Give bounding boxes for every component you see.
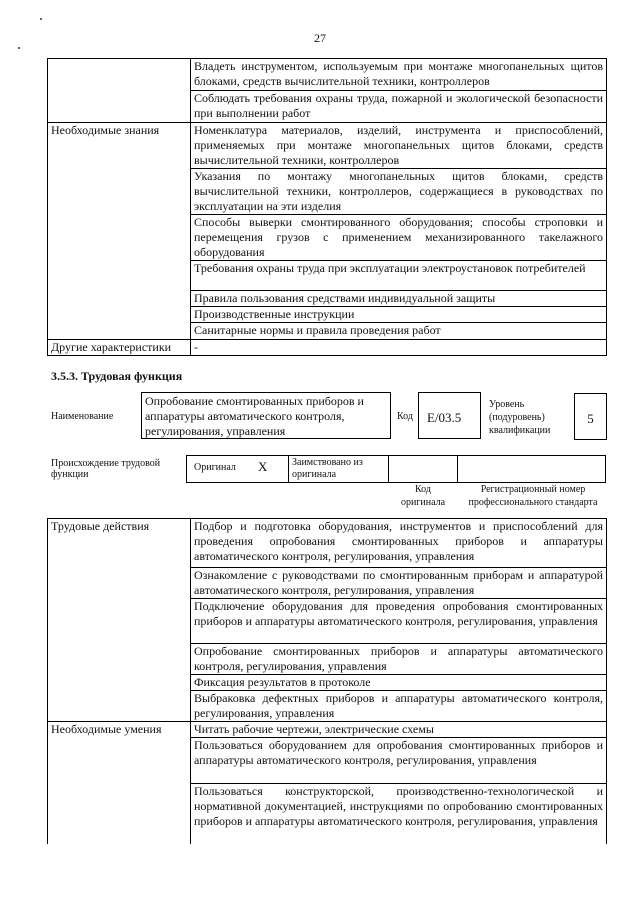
table-cell: Указания по монтажу многопанельных щитов блоками, средств вычислительной техники, контроллеров, содержащиеся в руководствах по эксплуатации на эти изделия (191, 169, 607, 215)
level-label: Уровень (подуровень) квалификации (489, 399, 551, 436)
table-cell: Ознакомление с руководствами по смонтированным приборам и аппаратурой автоматического контроля, регулирования, управления (191, 568, 607, 599)
level-value: 5 (587, 411, 594, 426)
code-box (418, 392, 481, 439)
table-cell: Читать рабочие чертежи, электрические схемы (191, 722, 607, 738)
table-cell: Опробование смонтированных приборов и аппаратуры автоматического контроля, регулирования, управления (191, 644, 607, 675)
origin-label: Происхождение трудовой функции (51, 458, 161, 480)
section-title: 3.5.3. Трудовая функция (51, 369, 183, 383)
origin-divider (457, 455, 458, 483)
page-number: 27 (314, 31, 326, 45)
reg-caption: Регистрационный номер профессионального стандарта (468, 484, 598, 508)
table-row-label-actions: Трудовые действия (48, 519, 191, 722)
table-cell: Санитарные нормы и правила проведения работ (191, 323, 607, 340)
table-cell: - (191, 340, 607, 356)
table-cell: Владеть инструментом, используемым при монтаже многопанельных щитов блоками, средств вычислительной техники, контроллеров (191, 59, 607, 91)
table-cell: Требования охраны труда при эксплуатации электроустановок потребителей (191, 261, 607, 291)
table-cell: Выбраковка дефектных приборов и аппаратуры автоматического контроля, регулирования, управления (191, 691, 607, 722)
code-caption: Код оригинала (400, 484, 446, 508)
scan-dot (40, 18, 42, 20)
function-name-value: Опробование смонтированных приборов и аппаратуры автоматического контроля, регулирования, управления (145, 394, 364, 438)
table-row-label-knowledge: Необходимые знания (48, 123, 191, 340)
top-table (47, 58, 607, 356)
table-cell: Подключение оборудования для проведения опробования смонтированных приборов и аппаратуры автоматического контроля, регулирования, управления (191, 599, 607, 644)
table-row-label-skills: Необходимые умения (48, 722, 191, 844)
table-row-label-other: Другие характеристики (48, 340, 191, 356)
function-name-box (141, 392, 391, 439)
table-cell: Пользоваться конструкторской, производственно-технологической и нормативной документацией, инструкциями по опробованию смонтированных приборов и аппаратуры автоматического контроля, регулирования, управления (191, 784, 607, 844)
original-label: Оригинал (194, 462, 236, 473)
table-cell: Способы выверки смонтированного оборудования; способы строповки и перемещения грузов с применением механизированного такелажного оборудования (191, 215, 607, 261)
code-label: Код (397, 411, 413, 422)
code-value: E/03.5 (427, 410, 462, 425)
table-cell: Правила пользования средствами индивидуальной защиты (191, 291, 607, 307)
origin-divider (388, 455, 389, 483)
table-cell: Производственные инструкции (191, 307, 607, 323)
bottom-table (47, 518, 607, 844)
table-cell: Пользоваться оборудованием для опробования смонтированных приборов и аппаратуры автоматического контроля, регулирования, управления (191, 738, 607, 784)
scan-dot (18, 47, 20, 49)
name-label: Наименование (51, 411, 114, 422)
table-cell: Подбор и подготовка оборудования, инструментов и приспособлений для проведения опробования смонтированных приборов и аппаратуры автоматического контроля, регулирования, управления (191, 519, 607, 568)
origin-box (186, 455, 606, 483)
table-row-label (48, 59, 191, 123)
table-cell: Номенклатура материалов, изделий, инструмента и приспособлений, применяемых при монтаже многопанельных щитов блоками, средств вычислительной техники, контроллеров (191, 123, 607, 169)
borrowed-label: Заимствовано из оригинала (292, 457, 363, 480)
table-cell: Фиксация результатов в протоколе (191, 675, 607, 691)
original-mark: X (258, 459, 268, 474)
origin-divider (288, 455, 289, 483)
table-cell: Соблюдать требования охраны труда, пожарной и экологической безопасности при выполнении работ (191, 91, 607, 123)
level-box (574, 393, 607, 440)
